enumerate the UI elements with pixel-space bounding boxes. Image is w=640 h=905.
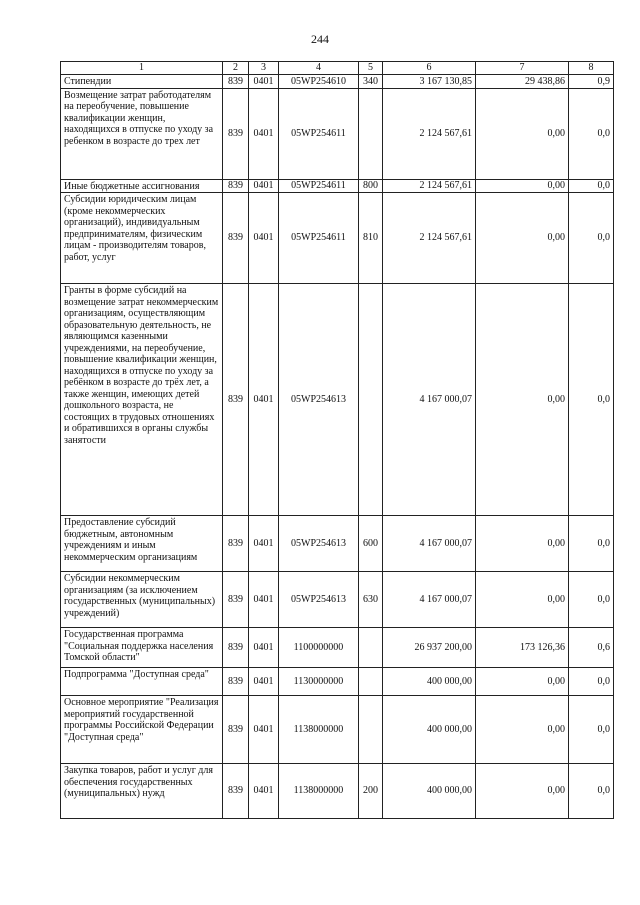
row-code-cell: 839 bbox=[223, 75, 249, 89]
table-row bbox=[61, 284, 614, 516]
row-percent-cell: 0,0 bbox=[569, 193, 614, 284]
row-planned-amount-cell: 4 167 000,07 bbox=[383, 516, 476, 572]
row-section-cell: 0401 bbox=[249, 516, 279, 572]
column-header: 2 bbox=[223, 62, 249, 75]
row-code-cell: 839 bbox=[223, 179, 249, 193]
row-expense-type-cell: 340 bbox=[359, 75, 383, 89]
row-code-cell: 839 bbox=[223, 572, 249, 628]
row-expense-type-cell: 810 bbox=[359, 193, 383, 284]
row-expense-type-cell: 630 bbox=[359, 572, 383, 628]
row-section-cell: 0401 bbox=[249, 668, 279, 696]
row-executed-amount-cell: 0,00 bbox=[476, 572, 569, 628]
row-target-article-cell: 05WP254611 bbox=[279, 179, 359, 193]
row-name-cell: Гранты в форме субсидий на возмещение затрат некоммерческим организациям, осуществляющим образовательную деятельность, не являющимся казенными учреждениями, на переобучение, повышение квалификации женщин, находящихся в отпуске по уходу за ребёнком в возрасте до трёх лет, а также женщин, имеющих детей дошкольного возраста, не состоящих в трудовых отношениях и обратившихся в органы службы занятости bbox=[61, 284, 223, 516]
row-section-cell: 0401 bbox=[249, 88, 279, 179]
row-code-cell: 839 bbox=[223, 516, 249, 572]
row-target-article-cell: 05WP254613 bbox=[279, 284, 359, 516]
row-name-cell: Иные бюджетные ассигнования bbox=[61, 179, 223, 193]
row-target-article-cell: 05WP254613 bbox=[279, 516, 359, 572]
row-name-cell: Государственная программа "Социальная поддержка населения Томской области" bbox=[61, 628, 223, 668]
row-section-cell: 0401 bbox=[249, 628, 279, 668]
column-header: 5 bbox=[359, 62, 383, 75]
row-executed-amount-cell: 0,00 bbox=[476, 193, 569, 284]
row-planned-amount-cell: 400 000,00 bbox=[383, 764, 476, 819]
row-target-article-cell: 1130000000 bbox=[279, 668, 359, 696]
column-header: 7 bbox=[476, 62, 569, 75]
column-header: 3 bbox=[249, 62, 279, 75]
row-section-cell: 0401 bbox=[249, 764, 279, 819]
row-executed-amount-cell: 0,00 bbox=[476, 696, 569, 764]
row-section-cell: 0401 bbox=[249, 696, 279, 764]
row-executed-amount-cell: 29 438,86 bbox=[476, 75, 569, 89]
row-code-cell: 839 bbox=[223, 696, 249, 764]
row-planned-amount-cell: 26 937 200,00 bbox=[383, 628, 476, 668]
row-expense-type-cell: 800 bbox=[359, 179, 383, 193]
row-expense-type-cell bbox=[359, 668, 383, 696]
row-target-article-cell: 1100000000 bbox=[279, 628, 359, 668]
row-name-cell: Субсидии юридическим лицам (кроме некоммерческих организаций), индивидуальным предпринимателям, физическим лицам - производителям товаров, работ, услуг bbox=[61, 193, 223, 284]
row-section-cell: 0401 bbox=[249, 284, 279, 516]
row-name-cell: Стипендии bbox=[61, 75, 223, 89]
table-row bbox=[61, 628, 614, 668]
row-executed-amount-cell: 0,00 bbox=[476, 284, 569, 516]
row-target-article-cell: 05WP254611 bbox=[279, 88, 359, 179]
table-row bbox=[61, 516, 614, 572]
row-planned-amount-cell: 4 167 000,07 bbox=[383, 572, 476, 628]
row-percent-cell: 0,6 bbox=[569, 628, 614, 668]
table-row bbox=[61, 75, 614, 89]
table-row bbox=[61, 572, 614, 628]
row-percent-cell: 0,0 bbox=[569, 668, 614, 696]
table-row bbox=[61, 88, 614, 179]
table-row bbox=[61, 668, 614, 696]
row-target-article-cell: 05WP254611 bbox=[279, 193, 359, 284]
table-row bbox=[61, 179, 614, 193]
row-code-cell: 839 bbox=[223, 764, 249, 819]
row-executed-amount-cell: 0,00 bbox=[476, 516, 569, 572]
row-section-cell: 0401 bbox=[249, 572, 279, 628]
row-planned-amount-cell: 2 124 567,61 bbox=[383, 88, 476, 179]
table-row bbox=[61, 696, 614, 764]
row-target-article-cell: 05WP254613 bbox=[279, 572, 359, 628]
row-expense-type-cell bbox=[359, 284, 383, 516]
row-target-article-cell: 1138000000 bbox=[279, 696, 359, 764]
row-planned-amount-cell: 400 000,00 bbox=[383, 696, 476, 764]
row-section-cell: 0401 bbox=[249, 179, 279, 193]
column-header: 1 bbox=[61, 62, 223, 75]
row-code-cell: 839 bbox=[223, 88, 249, 179]
row-planned-amount-cell: 400 000,00 bbox=[383, 668, 476, 696]
row-executed-amount-cell: 0,00 bbox=[476, 88, 569, 179]
budget-table bbox=[60, 61, 614, 819]
row-percent-cell: 0,0 bbox=[569, 284, 614, 516]
row-planned-amount-cell: 2 124 567,61 bbox=[383, 193, 476, 284]
row-executed-amount-cell: 173 126,36 bbox=[476, 628, 569, 668]
row-planned-amount-cell: 3 167 130,85 bbox=[383, 75, 476, 89]
table-row bbox=[61, 193, 614, 284]
row-executed-amount-cell: 0,00 bbox=[476, 668, 569, 696]
row-planned-amount-cell: 2 124 567,61 bbox=[383, 179, 476, 193]
table-header-row bbox=[61, 62, 614, 75]
row-percent-cell: 0,0 bbox=[569, 696, 614, 764]
row-section-cell: 0401 bbox=[249, 193, 279, 284]
row-percent-cell: 0,0 bbox=[569, 179, 614, 193]
row-percent-cell: 0,0 bbox=[569, 764, 614, 819]
column-header: 6 bbox=[383, 62, 476, 75]
row-target-article-cell: 1138000000 bbox=[279, 764, 359, 819]
row-percent-cell: 0,0 bbox=[569, 572, 614, 628]
row-name-cell: Закупка товаров, работ и услуг для обеспечения государственных (муниципальных) нужд bbox=[61, 764, 223, 819]
row-percent-cell: 0,0 bbox=[569, 88, 614, 179]
row-target-article-cell: 05WP254610 bbox=[279, 75, 359, 89]
row-expense-type-cell bbox=[359, 628, 383, 668]
row-section-cell: 0401 bbox=[249, 75, 279, 89]
row-percent-cell: 0,9 bbox=[569, 75, 614, 89]
row-name-cell: Подпрограмма "Доступная среда" bbox=[61, 668, 223, 696]
row-code-cell: 839 bbox=[223, 193, 249, 284]
row-expense-type-cell: 600 bbox=[359, 516, 383, 572]
row-executed-amount-cell: 0,00 bbox=[476, 179, 569, 193]
table-row bbox=[61, 764, 614, 819]
column-header: 4 bbox=[279, 62, 359, 75]
row-executed-amount-cell: 0,00 bbox=[476, 764, 569, 819]
row-name-cell: Субсидии некоммерческим организациям (за исключением государственных (муниципальных) учреждений) bbox=[61, 572, 223, 628]
row-code-cell: 839 bbox=[223, 628, 249, 668]
row-planned-amount-cell: 4 167 000,07 bbox=[383, 284, 476, 516]
column-header: 8 bbox=[569, 62, 614, 75]
page-number: 244 bbox=[311, 32, 329, 46]
row-code-cell: 839 bbox=[223, 668, 249, 696]
row-expense-type-cell: 200 bbox=[359, 764, 383, 819]
row-code-cell: 839 bbox=[223, 284, 249, 516]
row-percent-cell: 0,0 bbox=[569, 516, 614, 572]
row-expense-type-cell bbox=[359, 88, 383, 179]
row-name-cell: Предоставление субсидий бюджетным, автономным учреждениям и иным некоммерческим организациям bbox=[61, 516, 223, 572]
row-name-cell: Возмещение затрат работодателям на переобучение, повышение квалификации женщин, находящихся в отпуске по уходу за ребенком в возрасте до трех лет bbox=[61, 88, 223, 179]
row-expense-type-cell bbox=[359, 696, 383, 764]
row-name-cell: Основное мероприятие "Реализация мероприятий государственной программы Российской Федерации "Доступная среда" bbox=[61, 696, 223, 764]
